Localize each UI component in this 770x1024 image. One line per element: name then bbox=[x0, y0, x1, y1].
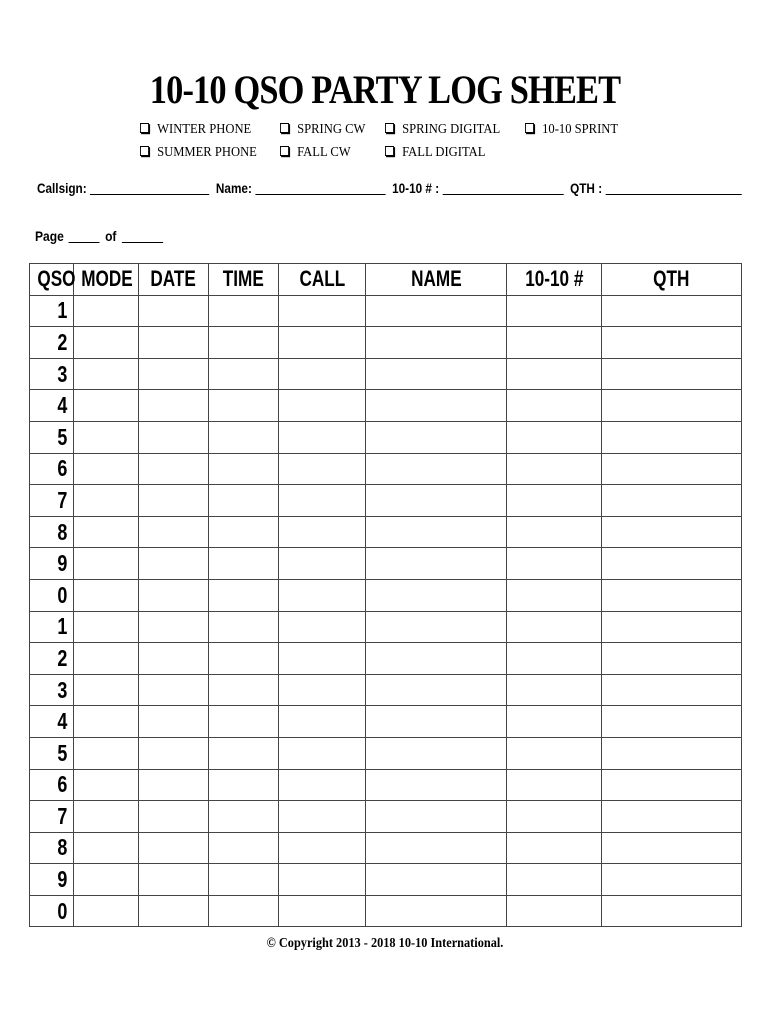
number-cell[interactable] bbox=[507, 674, 602, 706]
call-cell[interactable] bbox=[279, 769, 366, 801]
mode-cell[interactable] bbox=[74, 548, 139, 580]
date-cell[interactable] bbox=[139, 390, 209, 422]
qso-number-cell: 8 bbox=[30, 516, 74, 548]
name-cell[interactable] bbox=[366, 643, 507, 675]
checkbox-square-icon[interactable] bbox=[140, 146, 149, 156]
header-time: TIME bbox=[209, 264, 279, 296]
table-header-row bbox=[30, 264, 742, 296]
table-row bbox=[30, 801, 742, 833]
mode-cell[interactable] bbox=[74, 674, 139, 706]
qth-cell[interactable] bbox=[602, 548, 742, 580]
date-cell[interactable] bbox=[139, 674, 209, 706]
call-cell[interactable] bbox=[279, 832, 366, 864]
qso-number-cell: 3 bbox=[30, 358, 74, 390]
time-cell[interactable] bbox=[209, 611, 279, 643]
checkbox-summer-phone[interactable] bbox=[140, 145, 257, 161]
qth-label: QTH : bbox=[570, 180, 603, 196]
date-cell[interactable] bbox=[139, 358, 209, 390]
table-row bbox=[30, 864, 742, 896]
checkbox-square-icon[interactable] bbox=[525, 123, 534, 133]
call-cell[interactable] bbox=[279, 737, 366, 769]
qth-cell[interactable] bbox=[602, 390, 742, 422]
date-cell[interactable] bbox=[139, 706, 209, 738]
name-cell[interactable] bbox=[366, 327, 507, 359]
number-cell[interactable] bbox=[507, 327, 602, 359]
checkbox-label: SUMMER PHONE bbox=[157, 145, 257, 160]
mode-cell[interactable] bbox=[74, 327, 139, 359]
checkbox-fall-digital[interactable] bbox=[385, 145, 485, 161]
name-cell[interactable] bbox=[366, 485, 507, 517]
qth-cell[interactable] bbox=[602, 485, 742, 517]
number-cell[interactable] bbox=[507, 358, 602, 390]
table-row bbox=[30, 674, 742, 706]
mode-cell[interactable] bbox=[74, 516, 139, 548]
date-cell[interactable] bbox=[139, 832, 209, 864]
time-cell[interactable] bbox=[209, 358, 279, 390]
mode-cell[interactable] bbox=[74, 895, 139, 927]
time-cell[interactable] bbox=[209, 327, 279, 359]
date-cell[interactable] bbox=[139, 295, 209, 327]
number-cell[interactable] bbox=[507, 706, 602, 738]
qso-number-cell: 0 bbox=[30, 579, 74, 611]
checkbox-spring-digital[interactable] bbox=[385, 122, 500, 138]
number-cell[interactable] bbox=[507, 832, 602, 864]
number-cell[interactable] bbox=[507, 516, 602, 548]
checkbox-square-icon[interactable] bbox=[280, 123, 289, 133]
date-cell[interactable] bbox=[139, 864, 209, 896]
number-cell[interactable] bbox=[507, 579, 602, 611]
number-cell[interactable] bbox=[507, 611, 602, 643]
callsign-field[interactable] bbox=[90, 182, 209, 195]
qso-number-cell: 0 bbox=[30, 895, 74, 927]
table-row bbox=[30, 769, 742, 801]
qso-number-cell: 3 bbox=[30, 674, 74, 706]
qso-number-cell: 2 bbox=[30, 643, 74, 675]
checkbox-label: SPRING DIGITAL bbox=[402, 122, 501, 137]
qso-number-cell: 8 bbox=[30, 832, 74, 864]
number-cell[interactable] bbox=[507, 421, 602, 453]
checkbox-fall-cw[interactable] bbox=[280, 145, 351, 161]
mode-cell[interactable] bbox=[74, 579, 139, 611]
name-cell[interactable] bbox=[366, 801, 507, 833]
mode-cell[interactable] bbox=[74, 737, 139, 769]
qth-cell[interactable] bbox=[602, 295, 742, 327]
qth-cell[interactable] bbox=[602, 358, 742, 390]
copyright-notice: © Copyright 2013 - 2018 10-10 International. bbox=[266, 936, 504, 951]
checkbox-square-icon[interactable] bbox=[280, 146, 289, 156]
header-qth: QTH bbox=[602, 264, 742, 296]
date-cell[interactable] bbox=[139, 327, 209, 359]
name-label: Name: bbox=[215, 180, 252, 196]
checkbox-10-10-sprint[interactable] bbox=[525, 122, 618, 138]
page-label: Page bbox=[35, 228, 64, 244]
table-row bbox=[30, 516, 742, 548]
call-cell[interactable] bbox=[279, 706, 366, 738]
date-cell[interactable] bbox=[139, 801, 209, 833]
date-cell[interactable] bbox=[139, 421, 209, 453]
time-cell[interactable] bbox=[209, 895, 279, 927]
date-cell[interactable] bbox=[139, 485, 209, 517]
time-cell[interactable] bbox=[209, 706, 279, 738]
time-cell[interactable] bbox=[209, 390, 279, 422]
table-row bbox=[30, 453, 742, 485]
operator-fields bbox=[37, 180, 745, 196]
qth-cell[interactable] bbox=[602, 737, 742, 769]
page-title: 10-10 QSO PARTY LOG SHEET bbox=[149, 67, 621, 112]
call-cell[interactable] bbox=[279, 327, 366, 359]
checkbox-winter-phone[interactable] bbox=[140, 122, 251, 138]
call-cell[interactable] bbox=[279, 485, 366, 517]
number-cell[interactable] bbox=[507, 390, 602, 422]
time-cell[interactable] bbox=[209, 737, 279, 769]
name-cell[interactable] bbox=[366, 295, 507, 327]
mode-cell[interactable] bbox=[74, 769, 139, 801]
name-cell[interactable] bbox=[366, 611, 507, 643]
mode-cell[interactable] bbox=[74, 706, 139, 738]
page-number-field[interactable] bbox=[69, 230, 100, 243]
of-label: of bbox=[105, 228, 117, 244]
call-cell[interactable] bbox=[279, 421, 366, 453]
qth-cell[interactable] bbox=[602, 769, 742, 801]
qso-number-cell: 1 bbox=[30, 611, 74, 643]
number-cell[interactable] bbox=[507, 801, 602, 833]
qso-number-cell: 9 bbox=[30, 548, 74, 580]
table-row bbox=[30, 706, 742, 738]
page-total-field[interactable] bbox=[122, 230, 163, 243]
number-label: 10-10 # : bbox=[392, 180, 440, 196]
qth-cell[interactable] bbox=[602, 706, 742, 738]
number-cell[interactable] bbox=[507, 643, 602, 675]
checkbox-square-icon[interactable] bbox=[140, 123, 149, 133]
call-cell[interactable] bbox=[279, 579, 366, 611]
mode-cell[interactable] bbox=[74, 611, 139, 643]
time-cell[interactable] bbox=[209, 674, 279, 706]
checkbox-label: SPRING CW bbox=[297, 122, 366, 137]
qth-cell[interactable] bbox=[602, 895, 742, 927]
name-cell[interactable] bbox=[366, 579, 507, 611]
header-call: CALL bbox=[279, 264, 366, 296]
time-cell[interactable] bbox=[209, 579, 279, 611]
qso-number-cell: 4 bbox=[30, 390, 74, 422]
call-cell[interactable] bbox=[279, 674, 366, 706]
table-row bbox=[30, 548, 742, 580]
header-number: 10-10 # bbox=[507, 264, 602, 296]
number-cell[interactable] bbox=[507, 769, 602, 801]
checkbox-label: FALL CW bbox=[297, 145, 351, 160]
name-cell[interactable] bbox=[366, 832, 507, 864]
qso-number-cell: 6 bbox=[30, 453, 74, 485]
call-cell[interactable] bbox=[279, 864, 366, 896]
mode-cell[interactable] bbox=[74, 643, 139, 675]
mode-cell[interactable] bbox=[74, 801, 139, 833]
qso-number-cell: 6 bbox=[30, 769, 74, 801]
time-cell[interactable] bbox=[209, 453, 279, 485]
time-cell[interactable] bbox=[209, 421, 279, 453]
qth-cell[interactable] bbox=[602, 579, 742, 611]
date-cell[interactable] bbox=[139, 516, 209, 548]
checkbox-label: 10-10 SPRINT bbox=[542, 122, 619, 137]
time-cell[interactable] bbox=[209, 485, 279, 517]
mode-cell[interactable] bbox=[74, 453, 139, 485]
time-cell[interactable] bbox=[209, 832, 279, 864]
time-cell[interactable] bbox=[209, 295, 279, 327]
name-cell[interactable] bbox=[366, 674, 507, 706]
call-cell[interactable] bbox=[279, 516, 366, 548]
name-cell[interactable] bbox=[366, 453, 507, 485]
number-cell[interactable] bbox=[507, 548, 602, 580]
call-cell[interactable] bbox=[279, 295, 366, 327]
qso-number-cell: 7 bbox=[30, 801, 74, 833]
table-row bbox=[30, 737, 742, 769]
header-qso: QSO bbox=[30, 264, 74, 296]
qso-number-cell: 5 bbox=[30, 421, 74, 453]
call-cell[interactable] bbox=[279, 643, 366, 675]
call-cell[interactable] bbox=[279, 801, 366, 833]
callsign-label: Callsign: bbox=[37, 180, 87, 196]
table-row bbox=[30, 643, 742, 675]
qso-number-cell: 5 bbox=[30, 737, 74, 769]
call-cell[interactable] bbox=[279, 453, 366, 485]
checkbox-spring-cw[interactable] bbox=[280, 122, 365, 138]
number-cell[interactable] bbox=[507, 895, 602, 927]
number-cell[interactable] bbox=[507, 737, 602, 769]
table-row bbox=[30, 895, 742, 927]
checkbox-square-icon[interactable] bbox=[385, 146, 394, 156]
call-cell[interactable] bbox=[279, 895, 366, 927]
call-cell[interactable] bbox=[279, 358, 366, 390]
mode-cell[interactable] bbox=[74, 358, 139, 390]
qth-cell[interactable] bbox=[602, 516, 742, 548]
qth-cell[interactable] bbox=[602, 453, 742, 485]
header-name: NAME bbox=[366, 264, 507, 296]
mode-cell[interactable] bbox=[74, 485, 139, 517]
date-cell[interactable] bbox=[139, 737, 209, 769]
checkbox-label: FALL DIGITAL bbox=[402, 145, 486, 160]
name-cell[interactable] bbox=[366, 769, 507, 801]
qso-log-table bbox=[29, 263, 742, 927]
mode-cell[interactable] bbox=[74, 390, 139, 422]
time-cell[interactable] bbox=[209, 801, 279, 833]
call-cell[interactable] bbox=[279, 611, 366, 643]
name-cell[interactable] bbox=[366, 390, 507, 422]
time-cell[interactable] bbox=[209, 548, 279, 580]
checkbox-label: WINTER PHONE bbox=[157, 122, 252, 137]
date-cell[interactable] bbox=[139, 548, 209, 580]
date-cell[interactable] bbox=[139, 895, 209, 927]
name-cell[interactable] bbox=[366, 516, 507, 548]
number-cell[interactable] bbox=[507, 864, 602, 896]
name-cell[interactable] bbox=[366, 737, 507, 769]
name-cell[interactable] bbox=[366, 864, 507, 896]
date-cell[interactable] bbox=[139, 643, 209, 675]
table-row bbox=[30, 485, 742, 517]
time-cell[interactable] bbox=[209, 769, 279, 801]
table-row bbox=[30, 327, 742, 359]
name-cell[interactable] bbox=[366, 706, 507, 738]
table-row bbox=[30, 421, 742, 453]
name-cell[interactable] bbox=[366, 895, 507, 927]
qso-number-cell: 7 bbox=[30, 485, 74, 517]
table-row bbox=[30, 390, 742, 422]
header-mode: MODE bbox=[74, 264, 139, 296]
checkbox-square-icon[interactable] bbox=[385, 123, 394, 133]
table-body bbox=[30, 295, 742, 927]
name-field[interactable] bbox=[255, 182, 385, 195]
name-cell[interactable] bbox=[366, 421, 507, 453]
mode-cell[interactable] bbox=[74, 832, 139, 864]
qso-number-cell: 2 bbox=[30, 327, 74, 359]
qth-cell[interactable] bbox=[602, 674, 742, 706]
date-cell[interactable] bbox=[139, 453, 209, 485]
table-row bbox=[30, 295, 742, 327]
time-cell[interactable] bbox=[209, 516, 279, 548]
table-row bbox=[30, 358, 742, 390]
page-count bbox=[35, 228, 168, 244]
number-cell[interactable] bbox=[507, 453, 602, 485]
time-cell[interactable] bbox=[209, 643, 279, 675]
qth-cell[interactable] bbox=[602, 643, 742, 675]
table-row bbox=[30, 832, 742, 864]
qth-cell[interactable] bbox=[602, 421, 742, 453]
qso-number-cell: 9 bbox=[30, 864, 74, 896]
qso-number-cell: 4 bbox=[30, 706, 74, 738]
mode-cell[interactable] bbox=[74, 421, 139, 453]
qth-cell[interactable] bbox=[602, 832, 742, 864]
number-cell[interactable] bbox=[507, 295, 602, 327]
number-field[interactable] bbox=[443, 182, 564, 195]
name-cell[interactable] bbox=[366, 548, 507, 580]
date-cell[interactable] bbox=[139, 769, 209, 801]
call-cell[interactable] bbox=[279, 390, 366, 422]
table-row bbox=[30, 611, 742, 643]
qso-number-cell: 1 bbox=[30, 295, 74, 327]
qth-cell[interactable] bbox=[602, 611, 742, 643]
number-cell[interactable] bbox=[507, 485, 602, 517]
call-cell[interactable] bbox=[279, 548, 366, 580]
qth-cell[interactable] bbox=[602, 864, 742, 896]
qth-field[interactable] bbox=[605, 182, 741, 195]
mode-cell[interactable] bbox=[74, 295, 139, 327]
table-row bbox=[30, 579, 742, 611]
name-cell[interactable] bbox=[366, 358, 507, 390]
date-cell[interactable] bbox=[139, 611, 209, 643]
date-cell[interactable] bbox=[139, 579, 209, 611]
time-cell[interactable] bbox=[209, 864, 279, 896]
mode-cell[interactable] bbox=[74, 864, 139, 896]
qth-cell[interactable] bbox=[602, 801, 742, 833]
qth-cell[interactable] bbox=[602, 327, 742, 359]
header-date: DATE bbox=[139, 264, 209, 296]
